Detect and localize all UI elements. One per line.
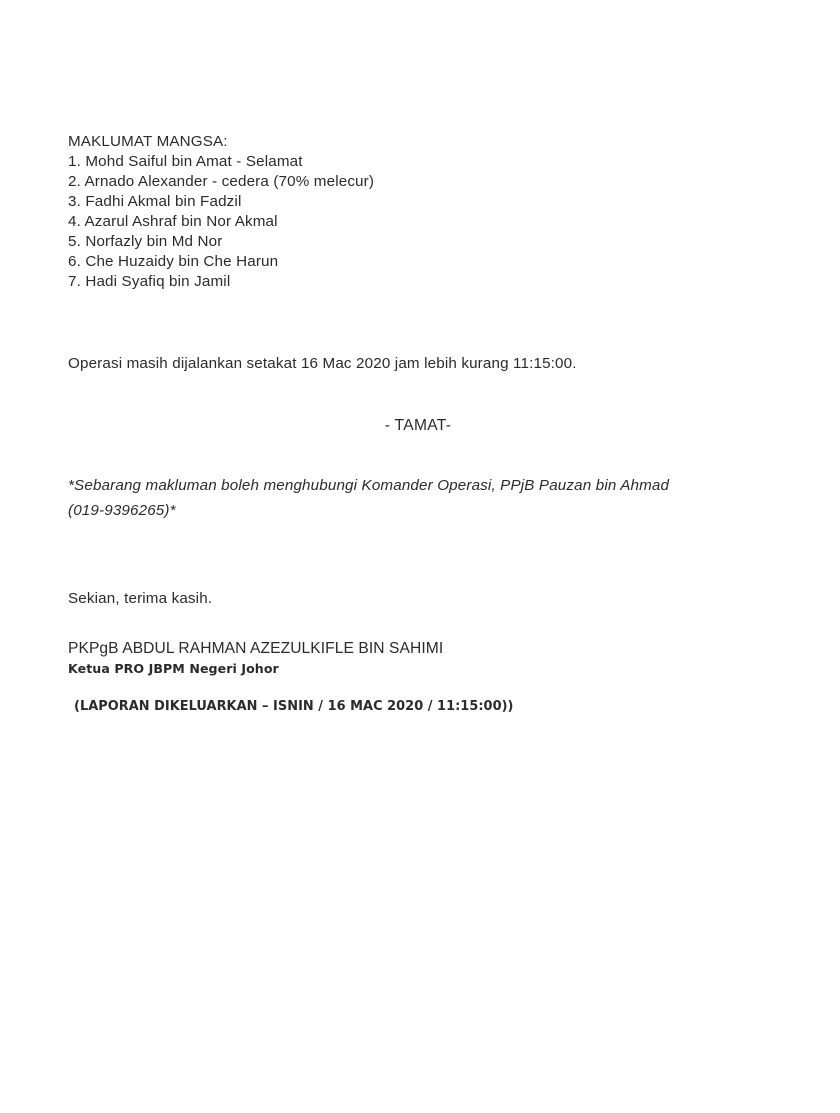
contact-note-line-1: *Sebarang makluman boleh menghubungi Komander Operasi, PPjB Pauzan bin Ahmad bbox=[68, 477, 670, 494]
report-issued-line: (LAPORAN DIKELUARKAN – ISNIN / 16 MAC 2020 / 11:15:00)) bbox=[74, 699, 514, 714]
signatory-name: PKPgB ABDUL RAHMAN AZEZULKIFLE BIN SAHIMI bbox=[68, 640, 444, 657]
signature-block bbox=[68, 638, 443, 679]
victim-list bbox=[68, 152, 374, 292]
signatory-title: Ketua PRO JBPM Negeri Johor bbox=[68, 661, 279, 676]
list-item: 4. Azarul Ashraf bin Nor Akmal bbox=[68, 213, 278, 230]
list-item: 6. Che Huzaidy bin Che Harun bbox=[68, 253, 279, 270]
list-item: 1. Mohd Saiful bin Amat - Selamat bbox=[68, 153, 303, 170]
list-item: 5. Norfazly bin Md Nor bbox=[68, 233, 223, 250]
list-item: 3. Fadhi Akmal bin Fadzil bbox=[68, 193, 242, 210]
victim-information-heading: MAKLUMAT MANGSA: bbox=[68, 133, 228, 150]
contact-note-line-2: (019-9396265)* bbox=[68, 502, 176, 519]
victim-information-section bbox=[68, 132, 374, 292]
closing-line: Sekian, terima kasih. bbox=[68, 590, 213, 607]
contact-note bbox=[68, 470, 784, 521]
operation-status-line: Operasi masih dijalankan setakat 16 Mac 2020 jam lebih kurang 11:15:00. bbox=[68, 355, 577, 372]
end-of-report-marker: - TAMAT- bbox=[384, 417, 452, 434]
list-item: 7. Hadi Syafiq bin Jamil bbox=[68, 273, 231, 290]
list-item: 2. Arnado Alexander - cedera (70% melecur) bbox=[68, 173, 375, 190]
